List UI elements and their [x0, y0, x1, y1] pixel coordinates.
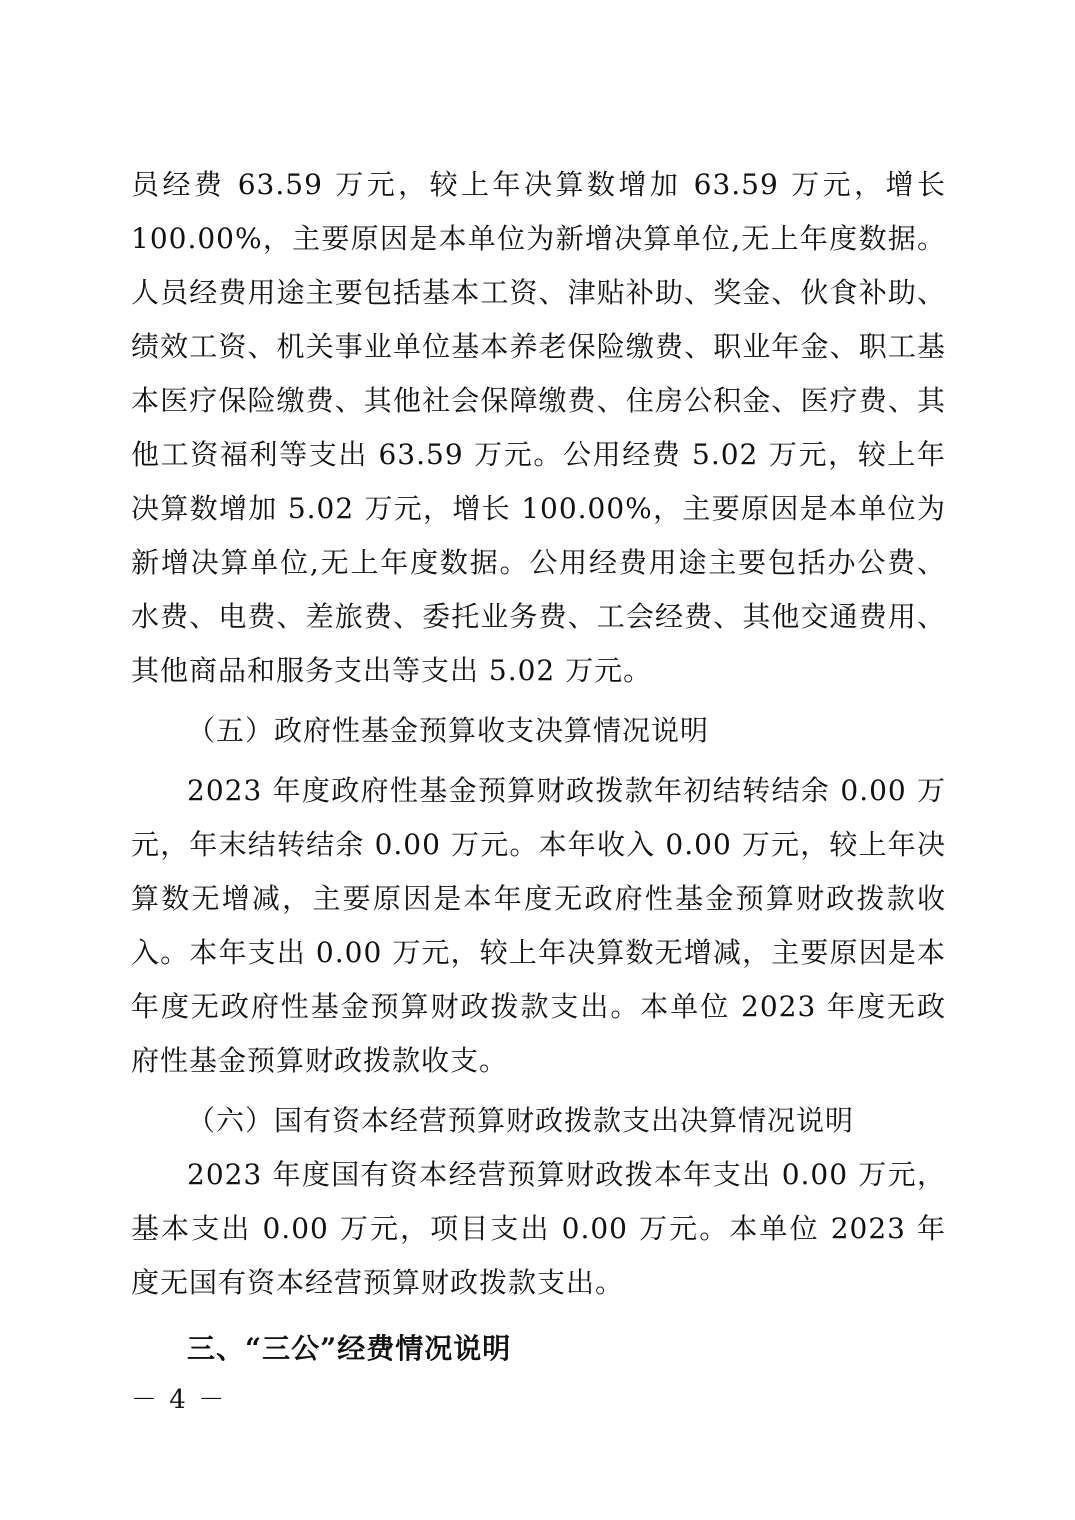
- paragraph-personnel-public-expenses: 员经费 63.59 万元，较上年决算数增加 63.59 万元，增长 100.00%，主要原因是本单位为新增决算单位,无上年度数据。人员经费用途主要包括基本工资、津贴补助、奖金、伙食补助、绩效工资、机关事业单位基本养老保险缴费、职业年金、职工基本医疗保险缴费、其他社会保障缴费、住房公积金、医疗费、其他工资福利等支出 63.59 万元。公用经费 5.02 万元，较上年决算数增加 5.02 万元，增长 100.00%，主要原因是本单位为新增决算单位,无上年度数据。公用经费用途主要包括办公费、水费、电费、差旅费、委托业务费、工会经费、其他交通费用、其他商品和服务支出等支出 5.02 万元。: [131, 168, 946, 687]
- spacer: [131, 1310, 946, 1322]
- paragraph-government-fund-budget: 2023 年度政府性基金预算财政拨款年初结转结余 0.00 万元，年末结转结余 0.00 万元。本年收入 0.00 万元，较上年决算数无增减，主要原因是本年度无政府性基金预算财政拨款收入。本年支出 0.00 万元，较上年决算数无增减，主要原因是本年度无政府性基金预算财政拨款支出。本单位 2023 年度无政府性基金预算财政拨款收支。: [131, 774, 946, 1077]
- subheading-government-fund-budget: （五）政府性基金预算收支决算情况说明: [187, 714, 710, 747]
- page-number: － 4 －: [131, 1385, 227, 1415]
- document-body: [131, 158, 946, 1376]
- subheading-state-capital-budget: （六）国有资本经营预算财政拨款支出决算情况说明: [187, 1104, 855, 1137]
- paragraph-state-capital-budget: 2023 年度国有资本经营预算财政拨本年支出 0.00 万元，基本支出 0.00 万元，项目支出 0.00 万元。本单位 2023 年度无国有资本经营预算财政拨款支出。: [131, 1158, 946, 1299]
- section-heading-three-public-expenses: 三、“三公”经费情况说明: [187, 1332, 512, 1365]
